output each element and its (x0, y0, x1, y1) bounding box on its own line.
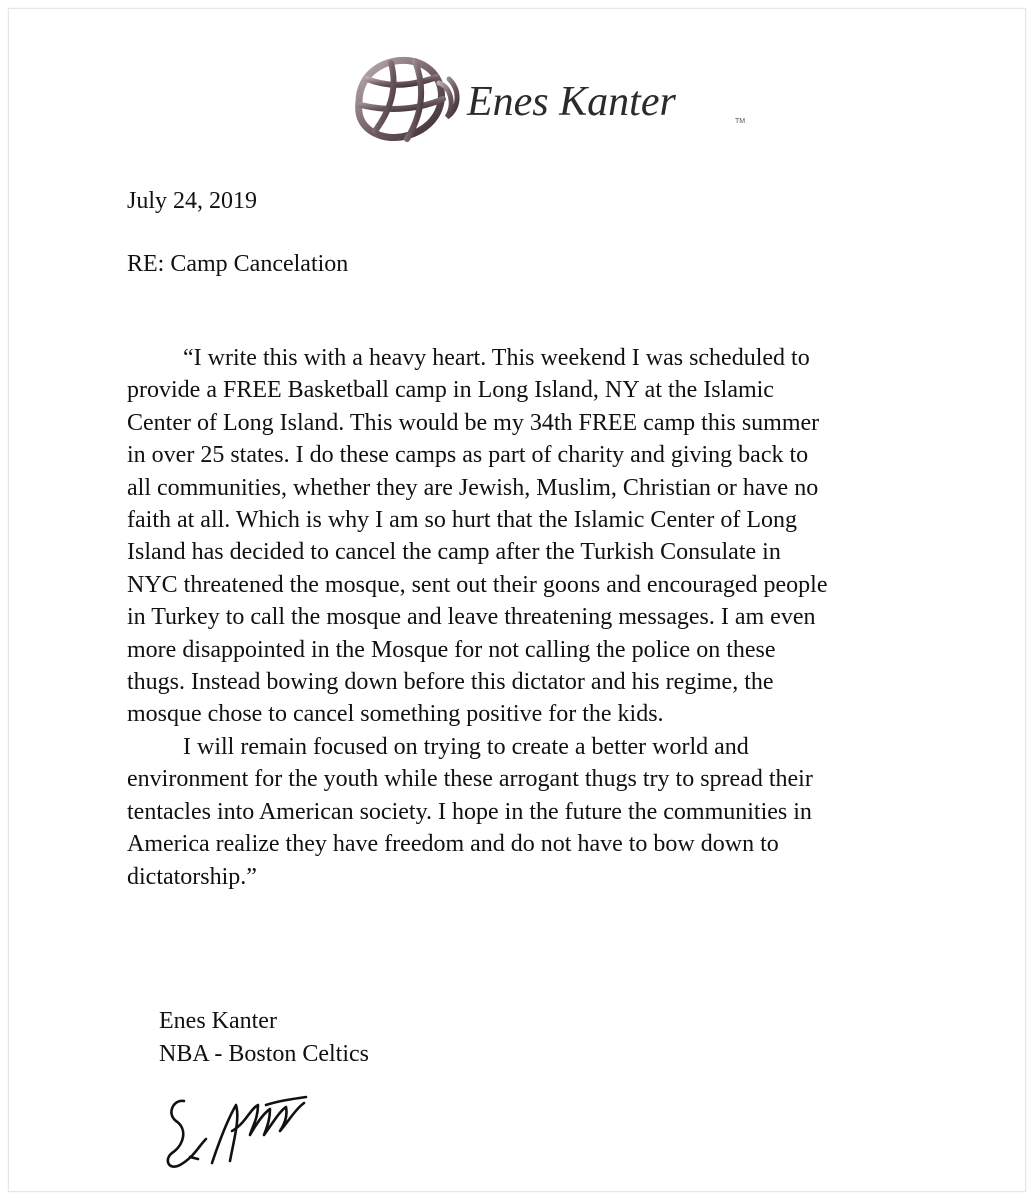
paragraph-1-line: “I write this with a heavy heart. This weekend I was scheduled to (183, 345, 810, 371)
paragraph-1-line: NYC threatened the mosque, sent out their goons and encouraged people (127, 571, 828, 598)
signer-name: Enes Kanter (159, 1008, 277, 1034)
basketball-logo-icon (339, 47, 779, 147)
handwritten-signature (154, 1079, 324, 1179)
letter-subject: RE: Camp Cancelation (127, 251, 349, 277)
signature-block (159, 1005, 369, 1071)
paragraph-2-line: dictatorship.” (127, 863, 257, 890)
paragraph-1-line: in over 25 states. I do these camps as part of charity and giving back to (127, 442, 809, 469)
letter-page (8, 8, 1026, 1192)
paragraph-1-line: Island has decided to cancel the camp after the Turkish Consulate in (127, 539, 781, 566)
paragraph-1-line: Center of Long Island. This would be my 34th FREE camp this summer (127, 409, 820, 436)
letter-date: July 24, 2019 (127, 188, 258, 214)
letter-body (127, 342, 907, 893)
paragraph-1-line: faith at all. Which is why I am so hurt that the Islamic Center of Long (127, 507, 798, 534)
letterhead-logo (339, 47, 779, 147)
paragraph-1-line: mosque chose to cancel something positive for the kids. (127, 701, 664, 728)
paragraph-1-line: thugs. Instead bowing down before this dictator and his regime, the (127, 669, 774, 696)
paragraph-1-line: more disappointed in the Mosque for not calling the police on these (127, 636, 776, 663)
trademark-mark: TM (735, 118, 746, 125)
paragraph-2-line: America realize they have freedom and do not have to bow down to (127, 831, 779, 858)
logo-text: Enes Kanter (467, 79, 676, 125)
paragraph-2-line: environment for the youth while these arrogant thugs try to spread their (127, 766, 813, 793)
paragraph-1-line: provide a FREE Basketball camp in Long Island, NY at the Islamic (127, 377, 774, 404)
paragraph-1-line: in Turkey to call the mosque and leave threatening messages. I am even (127, 604, 816, 631)
paragraph-2-line: I will remain focused on trying to create a better world and (183, 733, 749, 760)
paragraph-2-line: tentacles into American society. I hope in the future the communities in (127, 798, 812, 825)
signer-title: NBA - Boston Celtics (159, 1041, 370, 1067)
signature-icon (154, 1079, 324, 1179)
paragraph-1-line: all communities, whether they are Jewish, Muslim, Christian or have no (127, 474, 819, 501)
